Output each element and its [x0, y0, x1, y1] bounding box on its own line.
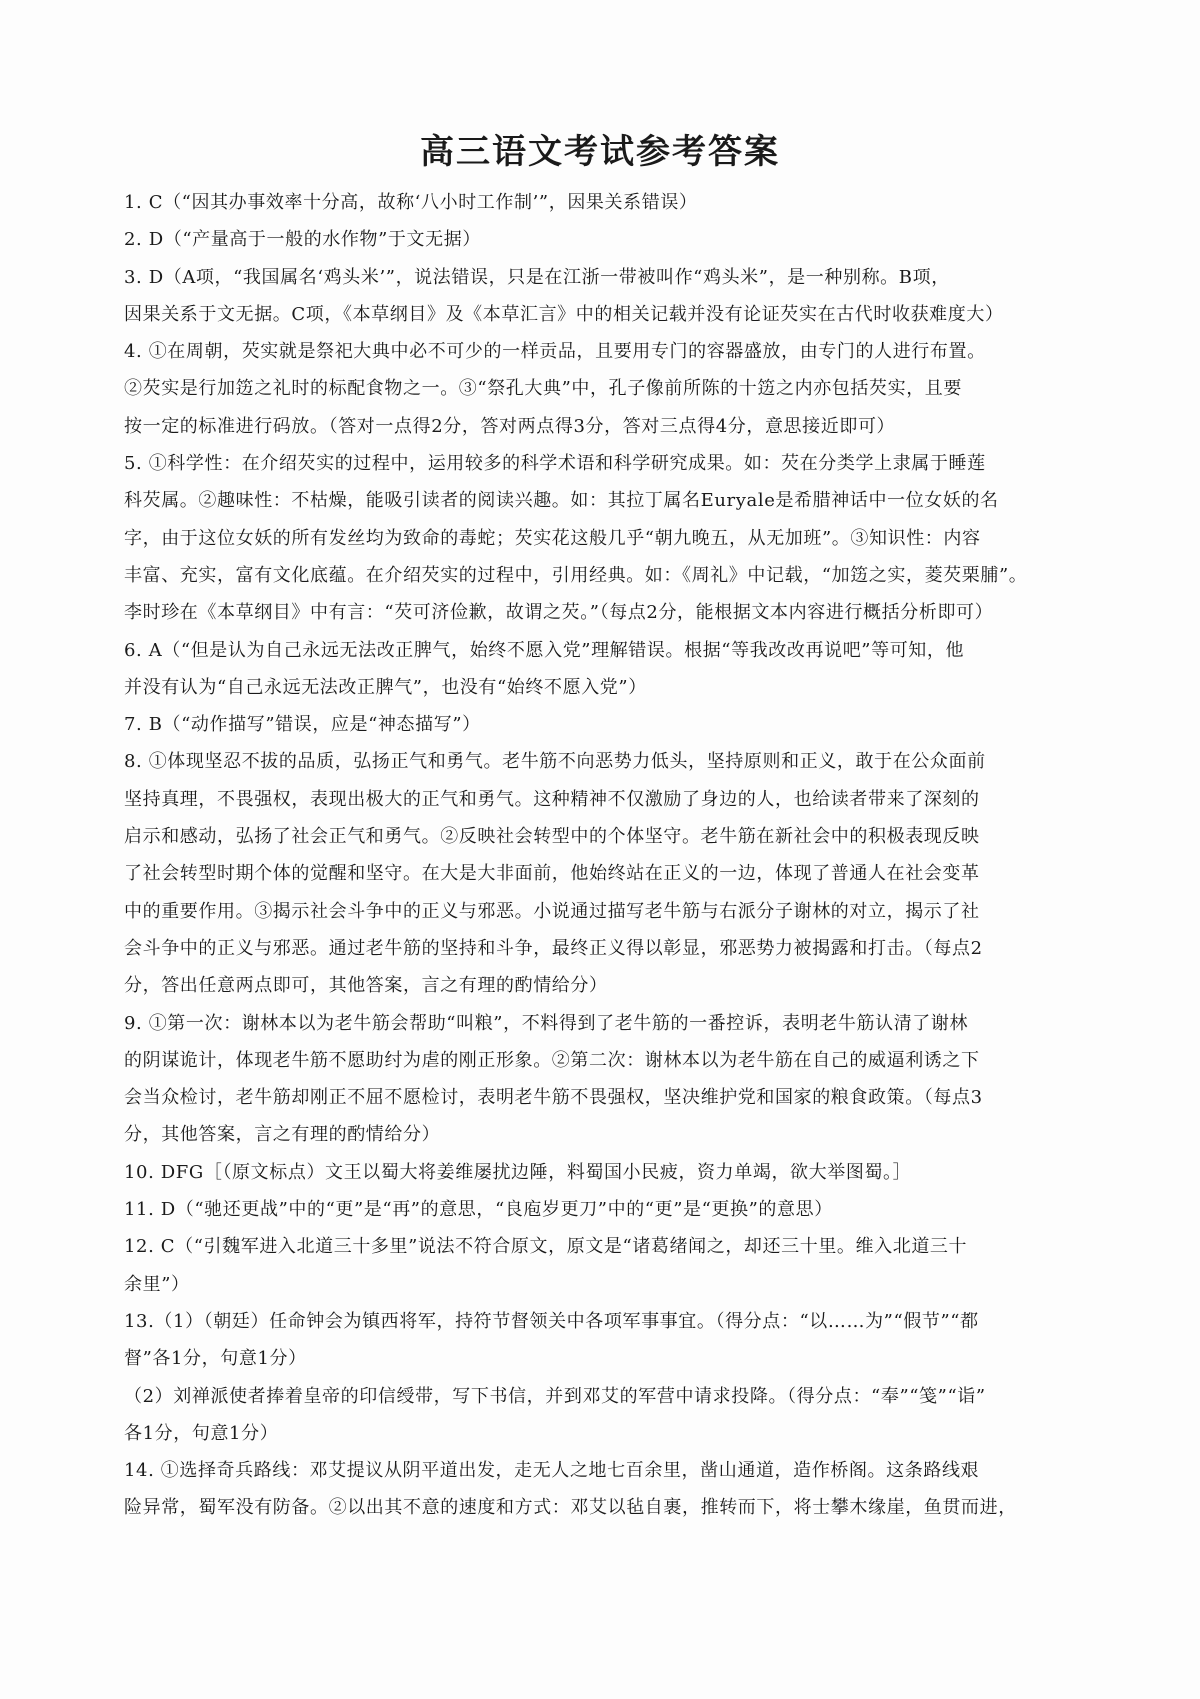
answer-line: 各1分，句意1分）	[124, 1422, 279, 1444]
answer-line: 7. B（“动作描写”错误，应是“神态描写”）	[124, 714, 481, 736]
answer-line: 6. A（“但是认为自己永远无法改正脾气，始终不愿入党”理解错误。根据“等我改改再说吧”等可知，他	[124, 639, 965, 661]
answer-line: 启示和感动，弘扬了社会正气和勇气。②反映社会转型中的个体坚守。老牛筋在新社会中的积极表现反映	[124, 826, 980, 848]
answer-line: 5. ①科学性：在介绍芡实的过程中，运用较多的科学术语和科学研究成果。如：芡在分类学上隶属于睡莲	[124, 453, 986, 475]
answer-line: 13.（1）（朝廷）任命钟会为镇西将军，持符节督领关中各项军事事宜。（得分点：“以……为”“假节”“都	[124, 1310, 979, 1332]
answer-line: 分，答出任意两点即可，其他答案，言之有理的酌情给分）	[124, 975, 608, 997]
page-title: 高三语文考试参考答案	[420, 132, 780, 172]
answer-line: 14. ①选择奇兵路线：邓艾提议从阴平道出发，走无人之地七百余里，凿山通道，造作桥阁。这条路线艰	[124, 1460, 980, 1482]
answer-line: 4. ①在周朝，芡实就是祭祀大典中必不可少的一样贡品，且要用专门的容器盛放，由专门的人进行布置。	[124, 341, 986, 363]
answer-text-block	[124, 184, 1092, 1527]
answer-line: 余里”）	[124, 1273, 190, 1295]
answer-line: 11. D（“驰还更战”中的“更”是“再”的意思，“良庖岁更刀”中的“更”是“更换”的意思）	[124, 1199, 833, 1221]
answer-line: 坚持真理，不畏强权，表现出极大的正气和勇气。这种精神不仅激励了身边的人，也给读者带来了深刻的	[124, 788, 980, 810]
answer-line: 分，其他答案，言之有理的酌情给分）	[124, 1124, 441, 1146]
answer-line: 会斗争中的正义与邪恶。通过老牛筋的坚持和斗争，最终正义得以彰显，邪恶势力被揭露和打击。（每点2	[124, 937, 983, 959]
answer-line: 会当众检讨，老牛筋却刚正不屈不愿检讨，表明老牛筋不畏强权，坚决维护党和国家的粮食政策。（每点3	[124, 1087, 983, 1109]
answer-line: 因果关系于文无据。C项，《本草纲目》及《本草汇言》中的相关记载并没有论证芡实在古代时收获难度大）	[124, 303, 1004, 325]
answer-line: 1. C（“因其办事效率十分高，故称‘八小时工作制’”，因果关系错误）	[124, 192, 698, 213]
answer-line: 并没有认为“自己永远无法改正脾气”，也没有“始终不愿入党”）	[124, 676, 647, 698]
answer-line: 9. ①第一次：谢林本以为老牛筋会帮助“叫粮”，不料得到了老牛筋的一番控诉，表明老牛筋认清了谢林	[124, 1012, 969, 1034]
answer-line: 丰富、充实，富有文化底蕴。在介绍芡实的过程中，引用经典。如：《周礼》中记载，“加笾之实，菱芡栗脯”。	[124, 564, 1028, 586]
answer-line: （2）刘禅派使者捧着皇帝的印信绶带，写下书信，并到邓艾的军营中请求投降。（得分点：“奉”“笺”“诣”	[124, 1385, 986, 1407]
answer-line: 2. D（“产量高于一般的水作物”于文无据）	[124, 229, 481, 251]
answer-line: 科芡属。②趣味性：不枯燥，能吸引读者的阅读兴趣。如：其拉丁属名Euryale是希腊神话中一位女妖的名	[124, 490, 999, 512]
answer-line: ②芡实是行加笾之礼时的标配食物之一。③“祭孔大典”中，孔子像前所陈的十笾之内亦包括芡实，且要	[124, 378, 962, 400]
answer-line: 督”各1分，句意1分）	[124, 1348, 307, 1370]
answer-line: 12. C（“引魏军进入北道三十多里”说法不符合原文，原文是“诸葛绪闻之，却还三十里。维入北道三十	[124, 1236, 968, 1258]
answer-line: 按一定的标准进行码放。（答对一点得2分，答对两点得3分，答对三点得4分，意思接近即可）	[124, 415, 896, 437]
answer-line: 了社会转型时期个体的觉醒和坚守。在大是大非面前，他始终站在正义的一边，体现了普通人在社会变革	[124, 863, 980, 885]
answer-line: 3. D（A项，“我国属名‘鸡头米’”，说法错误，只是在江浙一带被叫作“鸡头米”，是一种别称。B项，	[124, 266, 950, 288]
answer-line: 8. ①体现坚忍不拔的品质，弘扬正气和勇气。老牛筋不向恶势力低头，坚持原则和正义，敢于在公众面前	[124, 751, 986, 773]
answer-line: 10. DFG［（原文标点）文王以蜀大将姜维屡扰边陲，料蜀国小民疲，资力单竭，欲大举图蜀。］	[124, 1161, 912, 1183]
answer-line: 字，由于这位女妖的所有发丝均为致命的毒蛇；芡实花这般几乎“朝九晚五，从无加班”。③知识性：内容	[124, 527, 981, 549]
answer-line: 险异常，蜀军没有防备。②以出其不意的速度和方式：邓艾以毡自裹，推转而下，将士攀木缘崖，鱼贯而进，	[124, 1497, 1017, 1519]
answer-line: 的阴谋诡计，体现老牛筋不愿助纣为虐的刚正形象。②第二次：谢林本以为老牛筋在自己的威逼利诱之下	[124, 1049, 980, 1071]
answer-line: 中的重要作用。③揭示社会斗争中的正义与邪恶。小说通过描写老牛筋与右派分子谢林的对立，揭示了社	[124, 900, 980, 922]
answer-line: 李时珍在《本草纲目》中有言：“芡可济俭歉，故谓之芡。”（每点2分，能根据文本内容进行概括分析即可）	[124, 602, 994, 624]
